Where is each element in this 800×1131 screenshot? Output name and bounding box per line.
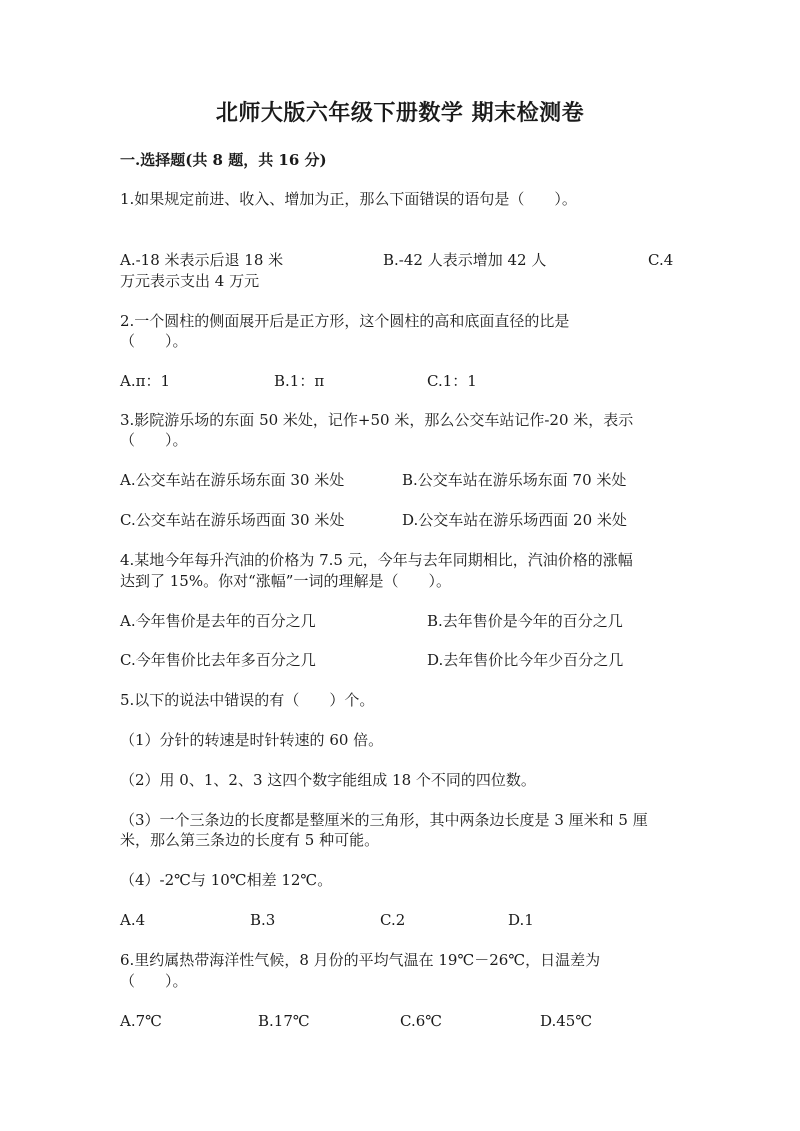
q6-stem-line2: （ ）。: [120, 972, 188, 990]
q5-statement-3-line1: （3）一个三条边的长度都是整厘米的三角形，其中两条边长度是 3 厘米和 5 厘: [120, 811, 648, 829]
q6-option-d: D.45℃: [540, 1012, 593, 1030]
q5-stem: 5.以下的说法中错误的有（ ）个。: [120, 691, 375, 709]
q1-option-a: A.-18 米表示后退 18 米: [120, 251, 284, 269]
q5-option-d: D.1: [508, 911, 534, 929]
q4-option-d: D.去年售价比今年少百分之几: [427, 651, 624, 669]
q5-statement-1: （1）分针的转速是时针转速的 60 倍。: [120, 731, 384, 749]
q1-option-b: B.-42 人表示增加 42 人: [383, 251, 547, 269]
q5-statement-2: （2）用 0、1、2、3 这四个数字能组成 18 个不同的四位数。: [120, 771, 536, 789]
q4-stem-line2: 达到了 15%。你对“涨幅”一词的理解是（ ）。: [120, 572, 451, 590]
q5-statement-3-line2: 米，那么第三条边的长度有 5 种可能。: [120, 831, 380, 849]
q3-option-c: C.公交车站在游乐场西面 30 米处: [120, 511, 345, 529]
q4-option-a: A.今年售价是去年的百分之几: [120, 612, 316, 630]
q3-option-b: B.公交车站在游乐场东面 70 米处: [402, 471, 627, 489]
section-heading: 一.选择题(共 8 题，共 16 分): [120, 151, 327, 169]
page-title: 北师大版六年级下册数学 期末检测卷: [215, 100, 585, 126]
q5-statement-4: （4）-2℃与 10℃相差 12℃。: [120, 871, 333, 889]
q1-option-c-continued: 万元表示支出 4 万元: [120, 272, 260, 290]
q6-option-b: B.17℃: [258, 1012, 310, 1030]
q1-option-c: C.4: [648, 251, 674, 269]
q6-option-c: C.6℃: [400, 1012, 443, 1030]
q5-option-c: C.2: [380, 911, 406, 929]
q3-option-a: A.公交车站在游乐场东面 30 米处: [120, 471, 345, 489]
q2-option-c: C.1：1: [427, 372, 477, 390]
q4-stem-line1: 4.某地今年每升汽油的价格为 7.5 元，今年与去年同期相比，汽油价格的涨幅: [120, 551, 633, 569]
q4-option-c: C.今年售价比去年多百分之几: [120, 651, 316, 669]
q3-stem-line1: 3.影院游乐场的东面 50 米处，记作+50 米，那么公交车站记作-20 米，表示: [120, 411, 634, 429]
q5-option-a: A.4: [120, 911, 146, 929]
q2-stem-line2: （ ）。: [120, 332, 188, 350]
q6-stem-line1: 6.里约属热带海洋性气候，8 月份的平均气温在 19℃－26℃，日温差为: [120, 951, 601, 969]
q2-stem-line1: 2.一个圆柱的侧面展开后是正方形，这个圆柱的高和底面直径的比是: [120, 312, 570, 330]
q5-option-b: B.3: [250, 911, 276, 929]
q2-option-b: B.1：π: [274, 372, 325, 390]
q2-option-a: A.π：1: [120, 372, 171, 390]
q6-option-a: A.7℃: [120, 1012, 162, 1030]
q4-option-b: B.去年售价是今年的百分之几: [427, 612, 623, 630]
q3-option-d: D.公交车站在游乐场西面 20 米处: [402, 511, 627, 529]
q1-stem: 1.如果规定前进、收入、增加为正，那么下面错误的语句是（ ）。: [120, 190, 577, 208]
q3-stem-line2: （ ）。: [120, 431, 188, 449]
